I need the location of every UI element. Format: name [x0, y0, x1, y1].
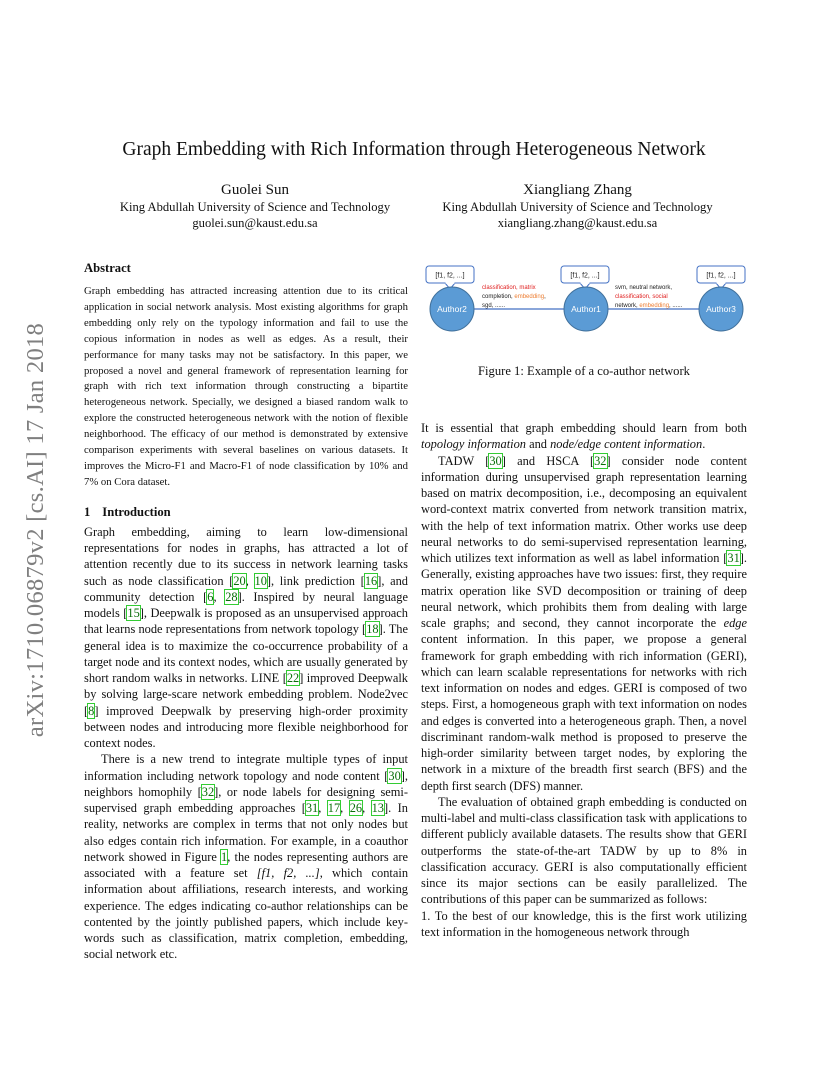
citation-link[interactable]: 16 [364, 573, 378, 588]
svg-text:[f1, f2, ...]: [f1, f2, ...] [435, 272, 465, 280]
intro-paragraph-5: The evaluation of obtained graph embedding is conducted on multi-label and multi-class classification task with applications to different publicly available datasets. The results show that GERI outperforms the state-of-the-art TADW by up to 8% in classification accuracy. GERI is also computationally efficient since its major sections can be easily parallelized. The contributions of this paper can be summarized as follows: [421, 794, 747, 907]
contribution-item-1: 1. To the best of our knowledge, this is the first work utilizing text information in the homogeneous network through [421, 908, 747, 939]
author-email: xiangliang.zhang@kaust.edu.sa [497, 215, 658, 230]
citation-link[interactable]: 30 [489, 453, 502, 468]
citation-link[interactable]: 15 [127, 606, 140, 621]
citation-link[interactable]: 6 [207, 589, 214, 604]
edge-label: sgd, ...... [482, 303, 506, 309]
feature-set-math: [f1, f2, ...] [256, 866, 320, 881]
intro-paragraph-2: There is a new trend to integrate multiple types of input information including network topology and node content [30], neighbors homophily [32], or node labels for designing semi-supervised graph embedding approaches [31, 17, 26, 13]. In reality, networks are complex in terms that not only nodes but also edges contain rich information. For example, in a coauthor network showed in Figure 1, the nodes representing authors are associated with a feature set [f1, f2, ...], which contain information about affiliations, research interests, and working experience. The edges indicating co-author relationships can be contented by the jointly published papers, which include key-words such as classification, matrix completion, embedding, social network etc. [84, 752, 409, 962]
edge-label: completion, embedding, [482, 294, 546, 300]
author-block-2 [410, 181, 745, 231]
author-node [430, 287, 474, 331]
svg-text:[f1, f2, ...]: [f1, f2, ...] [706, 272, 736, 280]
figure-co-author-network [421, 258, 751, 338]
author-name: Xiangliang Zhang [523, 182, 632, 198]
arxiv-watermark [10, 300, 62, 760]
author-node [564, 287, 608, 331]
emphasis: edge [723, 616, 747, 630]
citation-link[interactable]: 13 [371, 801, 384, 816]
edge-label: network, embedding, ...... [615, 303, 683, 309]
citation-link[interactable]: 10 [254, 573, 267, 588]
section-title: Introduction [102, 504, 171, 519]
abstract-heading: Abstract [84, 261, 131, 275]
edge-label: classification, matrix [482, 285, 536, 291]
svg-text:[f1, f2, ...]: [f1, f2, ...] [570, 272, 600, 280]
intro-paragraph-3: It is essential that graph embedding should learn from both topology information and node/edge content information. [421, 421, 747, 452]
svg-text:Author1: Author1 [571, 304, 601, 314]
intro-paragraph-1: Graph embedding, aiming to learn low-dimensional representations for nodes in graphs, has attracted a lot of attention recently due to its success in network learning tasks such as node classification [20, 10], link prediction [16], and community detection [6, 28]. Inspired by neural language models [15], Deepwalk is proposed as an unsupervised approach that learns node representations from network topology [18]. The general idea is to maximize the co-occurrence probability of a target node and its context nodes, which are usually generated by short random walks in networks. LINE [22] improved Deepwalk by solving large-scare network embedding problem. Node2vec [8] improved Deepwalk by preserving high-order proximity between nodes and introducing more flexible neighborhood for context nodes. [84, 524, 408, 751]
arxiv-id: arXiv:1710.06879v2 [cs.AI] 17 Jan 2018 [22, 322, 50, 738]
abstract-text: Graph embedding has attracted increasing attention due to its critical application in social network analysis. Most existing algorithms for graph embedding only rely on the typology information and fail to use the copious information in nodes as well as edges. As a result, their performance for many tasks may not be satisfactory. In this paper, we proposed a novel and general framework of representation learning for graph with rich text information through constructing a bipartite heterogeneous network. Specially, we designed a biased random walk to explore the constructed heterogeneous network with the notion of flexible neighborhood. The efficacy of our method is demonstrated by extensive comparison experiments with several baselines on various datasets. It improves the Micro-F1 and Macro-F1 of node classification by 10% and 7% on Cora dataset. [84, 285, 408, 488]
citation-link[interactable]: 31 [305, 801, 319, 816]
author-email: guolei.sun@kaust.edu.sa [192, 215, 318, 230]
figure-caption: Figure 1: Example of a co-author network [478, 364, 690, 378]
svg-text:Author3: Author3 [706, 304, 736, 314]
author-block-1 [90, 181, 420, 231]
edge-label: svm, neutral network, [615, 285, 673, 291]
citation-link[interactable]: 30 [388, 768, 401, 783]
feature-box [561, 266, 609, 289]
author-node [699, 287, 743, 331]
citation-link[interactable]: 22 [286, 671, 300, 686]
section-introduction [84, 505, 408, 963]
svg-text:Author2: Author2 [437, 304, 467, 314]
citation-link[interactable]: 32 [201, 784, 215, 799]
author-affiliation: King Abdullah University of Science and Technology [119, 200, 391, 214]
author-name: Guolei Sun [221, 182, 289, 198]
citation-link[interactable]: 17 [327, 801, 341, 816]
right-column [421, 420, 747, 940]
citation-link[interactable]: 18 [366, 622, 379, 637]
intro-paragraph-4: TADW [30] and HSCA [32] consider node content information during unsupervised graph representation learning based on matrix decomposition, i.e., decomposing an equivalent word-context matrix converted from network transition matrix, with the help of text information matrix. Other works use deep neural networks to do semi-supervised representation learning, which utilizes text information as well as label information [31]. Generally, existing approaches have two issues: first, they require matrix operation like SVD decomposition or training of deep neural network, which prohibits them from dealing with large scale graphs; and second, they cannot incorporate the edge content information. In this paper, we propose a general framework for graph embedding with rich information (GERI), which can learn scalable representations for networks with rich text information on nodes and edges. GERI is composed of two steps. First, a homogeneous graph with text information on nodes and edges is converted into a heterogeneous graph. Then, a novel discriminant random-walk method is proposed to preserve the high-order similarity between target nodes, by exploring the network in a mixture of the breadth first search (BFS) and the depth first search (DFS) manner. [421, 453, 747, 793]
edge-label: classification, social [615, 294, 668, 300]
author-affiliation: King Abdullah University of Science and Technology [442, 200, 713, 214]
citation-link[interactable]: 32 [594, 453, 607, 468]
section-number: 1 [84, 504, 91, 519]
figure-reference-link[interactable]: 1 [221, 849, 228, 864]
citation-link[interactable]: 31 [727, 551, 740, 565]
citation-link[interactable]: 8 [88, 703, 95, 718]
paper-title: Graph Embedding with Rich Information through Heterogeneous Network [122, 139, 706, 160]
citation-link[interactable]: 26 [349, 801, 363, 816]
emphasis: node/edge content information [550, 437, 703, 452]
citation-link[interactable]: 20 [233, 573, 246, 588]
citation-link[interactable]: 28 [225, 589, 238, 604]
feature-box [697, 266, 745, 289]
feature-box [426, 266, 474, 289]
emphasis: topology information [421, 437, 526, 452]
left-column [84, 261, 408, 963]
section-heading [84, 505, 408, 520]
